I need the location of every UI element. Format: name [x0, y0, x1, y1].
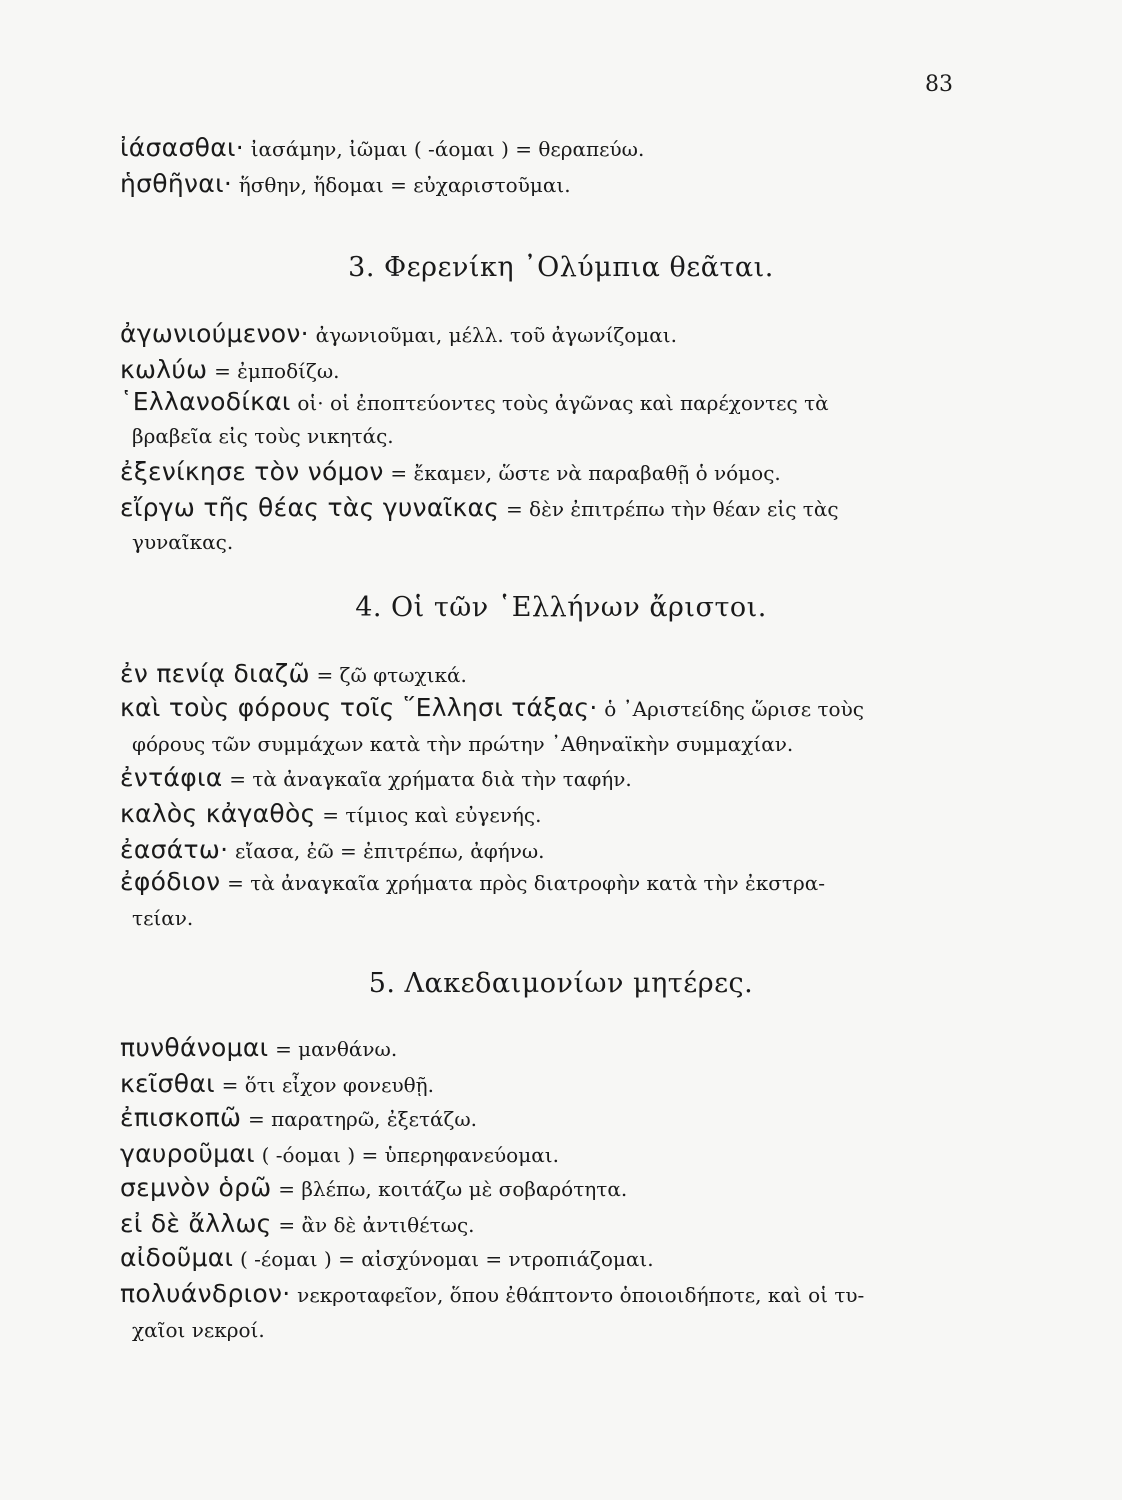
list-item [120, 690, 980, 727]
list-item [120, 454, 980, 491]
section-title-3: 3. Φερενίκη ᾿Ολύμπια θεᾶται. [348, 252, 774, 283]
list-item [120, 760, 980, 797]
entry-gloss: = τὰ ἀναγκαῖα χρήματα πρὸς διατροφὴν κατὰ τὴν ἐκστρα- [227, 871, 825, 895]
entry-gloss: ( -όομαι ) = ὑπερηφανεύομαι. [261, 1143, 559, 1167]
entry-headword: καλὸς κἀγαθὸς [120, 799, 316, 828]
entry-headword: κεῖσθαι [120, 1069, 215, 1098]
entry-headword: ῾Ελλανοδίκαι [120, 387, 291, 416]
page-number: 83 [925, 72, 953, 97]
entry-headword: γαυροῦμαι [120, 1139, 255, 1168]
list-item [120, 1136, 980, 1173]
entry-gloss: = ἔκαμεν, ὥστε νὰ παραβαθῇ ὁ νόμος. [390, 461, 781, 485]
list-item [120, 1066, 980, 1103]
list-item [120, 1100, 980, 1137]
entry-headword: κωλύω [120, 355, 208, 384]
entry-headword: εἰ δὲ ἄλλως [120, 1209, 272, 1238]
entry-headword: πολυάνδριον· [120, 1279, 291, 1308]
entry-headword: ἐφόδιον [120, 867, 221, 896]
entry-gloss: ἀγωνιοῦμαι, μέλλ. τοῦ ἀγωνίζομαι. [315, 323, 678, 347]
entry-headword: ἐξενίκησε τὸν νόμον [120, 457, 384, 486]
section-title-5: 5. Λακεδαιμονίων μητέρες. [368, 968, 754, 999]
section-title-4: 4. Οἱ τῶν ῾Ελλήνων ἄριστοι. [355, 592, 767, 623]
entry-gloss: = παρατηρῶ, ἐξετάζω. [247, 1107, 478, 1131]
entry-gloss: ἥσθην, ἥδομαι = εὐχαριστοῦμαι. [238, 173, 571, 197]
list-item [120, 1276, 980, 1313]
entry-continuation: τείαν. [132, 906, 194, 930]
entry-gloss: = δὲν ἐπιτρέπω τὴν θέαν εἰς τὰς [505, 497, 839, 521]
list-item [120, 490, 980, 527]
entry-gloss: = ὅτι εἶχον φονευθῇ. [221, 1073, 434, 1097]
list-item [120, 1030, 980, 1067]
entry-headword: ἡσθῆναι· [120, 169, 233, 198]
entry-headword: αἰδοῦμαι [120, 1243, 234, 1272]
entry-headword: ἐν πενίᾳ διαζῶ [120, 659, 310, 688]
entry-gloss: = τὰ ἀναγκαῖα χρήματα διὰ τὴν ταφήν. [229, 767, 632, 791]
entry-gloss: = μανθάνω. [275, 1037, 398, 1061]
entry-gloss: = βλέπω, κοιτάζω μὲ σοβαρότητα. [278, 1177, 628, 1201]
list-item [120, 864, 980, 901]
list-item [120, 796, 980, 833]
entry-gloss: ( -έομαι ) = αἰσχύνομαι = ντροπιάζομαι. [239, 1247, 654, 1271]
entry-headword: σεμνὸν ὁρῶ [120, 1173, 272, 1202]
entry-gloss: οἱ· οἱ ἐποπτεύοντες τοὺς ἀγῶνας καὶ παρέχοντες τὰ [297, 391, 829, 415]
entry-headword: ἰάσασθαι· [120, 133, 244, 162]
entry-gloss: ὁ ᾿Αριστείδης ὥρισε τοὺς [604, 697, 864, 721]
entry-gloss: εἴασα, ἐῶ = ἐπιτρέπω, ἀφήνω. [235, 839, 545, 863]
list-item [120, 1240, 980, 1277]
entry-hesthenai [120, 166, 980, 203]
entry-headword: ἐασάτω· [120, 835, 229, 864]
entry-gloss: νεκροταφεῖον, ὅπου ἐθάπτοντο ὁποιοιδήποτε, καὶ οἱ τυ- [297, 1283, 865, 1307]
entry-iasasthai [120, 130, 980, 167]
list-item [120, 384, 980, 421]
entry-gloss: ἰασάμην, ἰῶμαι ( -άομαι ) = θεραπεύω. [250, 137, 645, 161]
entry-headword: ἐπισκοπῶ [120, 1103, 242, 1132]
entry-headword: πυνθάνομαι [120, 1033, 269, 1062]
list-item [120, 1170, 980, 1207]
entry-gloss: = ἐμποδίζω. [214, 359, 340, 383]
entry-headword: καὶ τοὺς φόρους τοῖς ῞Ελλησι τάξας· [120, 693, 598, 722]
entry-headword: εἴργω τῆς θέας τὰς γυναῖκας [120, 493, 500, 522]
entry-continuation: χαῖοι νεκροί. [132, 1318, 265, 1342]
entry-gloss: = τίμιος καὶ εὐγενής. [322, 803, 542, 827]
list-item [120, 1206, 980, 1243]
entry-continuation: γυναῖκας. [132, 530, 234, 554]
entry-gloss: = ζῶ φτωχικά. [316, 663, 467, 687]
entry-headword: ἀγωνιούμενον· [120, 319, 309, 348]
list-item [120, 316, 980, 353]
entry-gloss: = ἂν δὲ ἀντιθέτως. [278, 1213, 475, 1237]
entry-continuation: βραβεῖα εἰς τοὺς νικητάς. [132, 424, 394, 448]
list-item [120, 656, 980, 693]
entry-headword: ἐντάφια [120, 763, 223, 792]
entry-continuation: φόρους τῶν συμμάχων κατὰ τὴν πρώτην ᾿Αθηναϊκὴν συμμαχίαν. [132, 732, 794, 756]
